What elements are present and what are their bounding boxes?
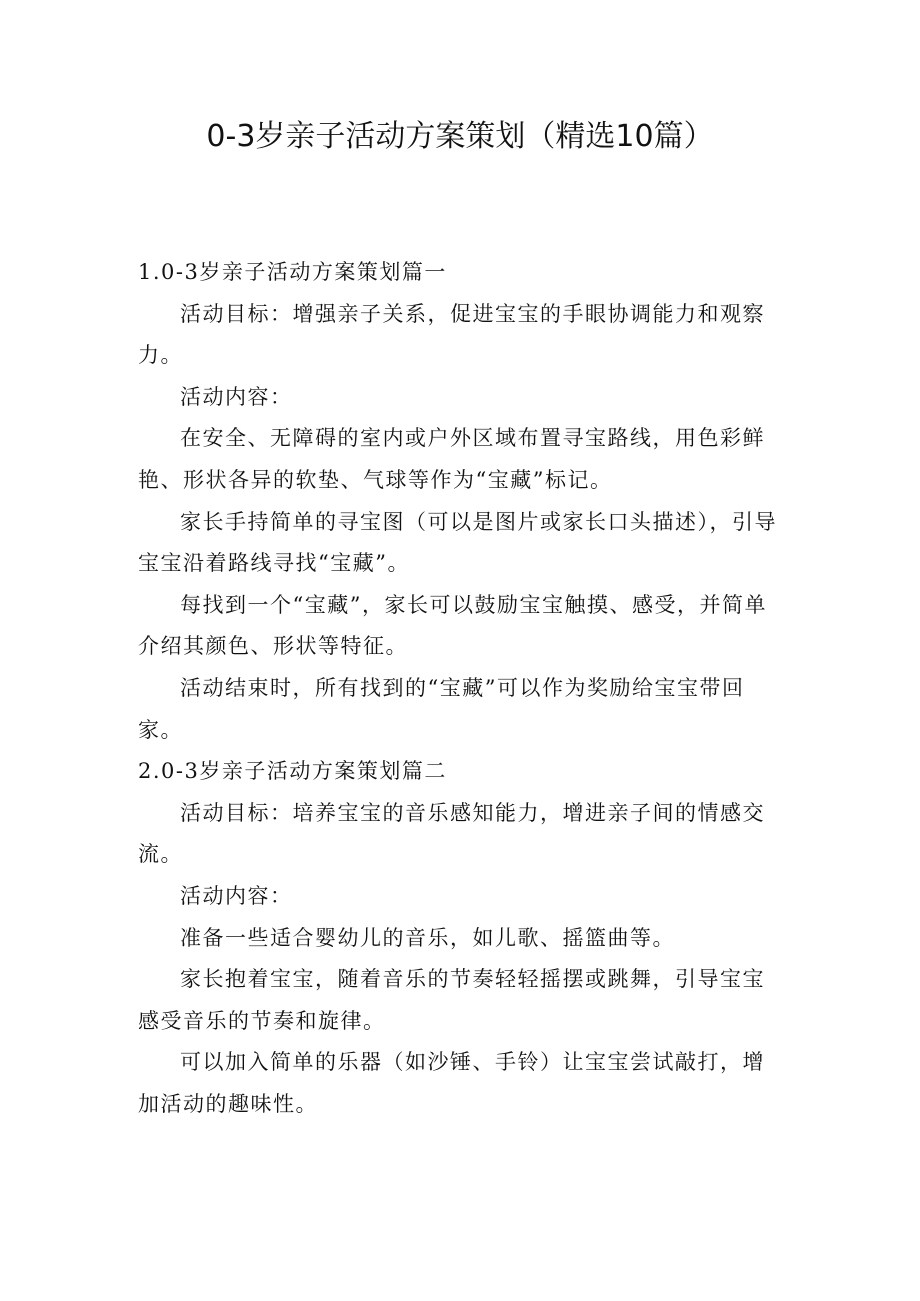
section-2 — [138, 751, 786, 1125]
paragraph: 活动内容： — [180, 883, 293, 908]
paragraph: 准备一些适合婴幼儿的音乐，如儿歌、摇篮曲等。 — [180, 925, 675, 950]
section-1 — [138, 252, 786, 751]
paragraph: 可以加入简单的乐器（如沙锤、手铃）让宝宝尝试敲打，增加活动的趣味性。 — [138, 1050, 765, 1116]
document-body — [138, 252, 786, 1125]
section-heading: 2.0-3岁亲子活动方案策划篇二 — [138, 759, 447, 784]
page-title: 0-3岁亲子活动方案策划（精选10篇） — [206, 119, 714, 154]
paragraph: 在安全、无障碍的室内或户外区域布置寻宝路线，用色彩鲜艳、形状各异的软垫、气球等作为“宝藏”标记。 — [138, 426, 765, 492]
paragraph: 活动内容： — [180, 384, 293, 409]
paragraph: 家长手持简单的寻宝图（可以是图片或家长口头描述），引导宝宝沿着路线寻找“宝藏”。 — [138, 509, 777, 576]
paragraph: 活动结束时，所有找到的“宝藏”可以作为奖励给宝宝带回家。 — [138, 675, 745, 742]
paragraph: 活动目标：增强亲子关系，促进宝宝的手眼协调能力和观察力。 — [138, 301, 765, 368]
paragraph: 每找到一个“宝藏”，家长可以鼓励宝宝触摸、感受，并简单介绍其颜色、形状等特征。 — [138, 592, 767, 659]
paragraph: 活动目标：培养宝宝的音乐感知能力，增进亲子间的情感交流。 — [138, 800, 765, 867]
section-heading: 1.0-3岁亲子活动方案策划篇一 — [138, 260, 447, 284]
paragraph: 家长抱着宝宝，随着音乐的节奏轻轻摇摆或跳舞，引导宝宝感受音乐的节奏和旋律。 — [138, 967, 765, 1033]
